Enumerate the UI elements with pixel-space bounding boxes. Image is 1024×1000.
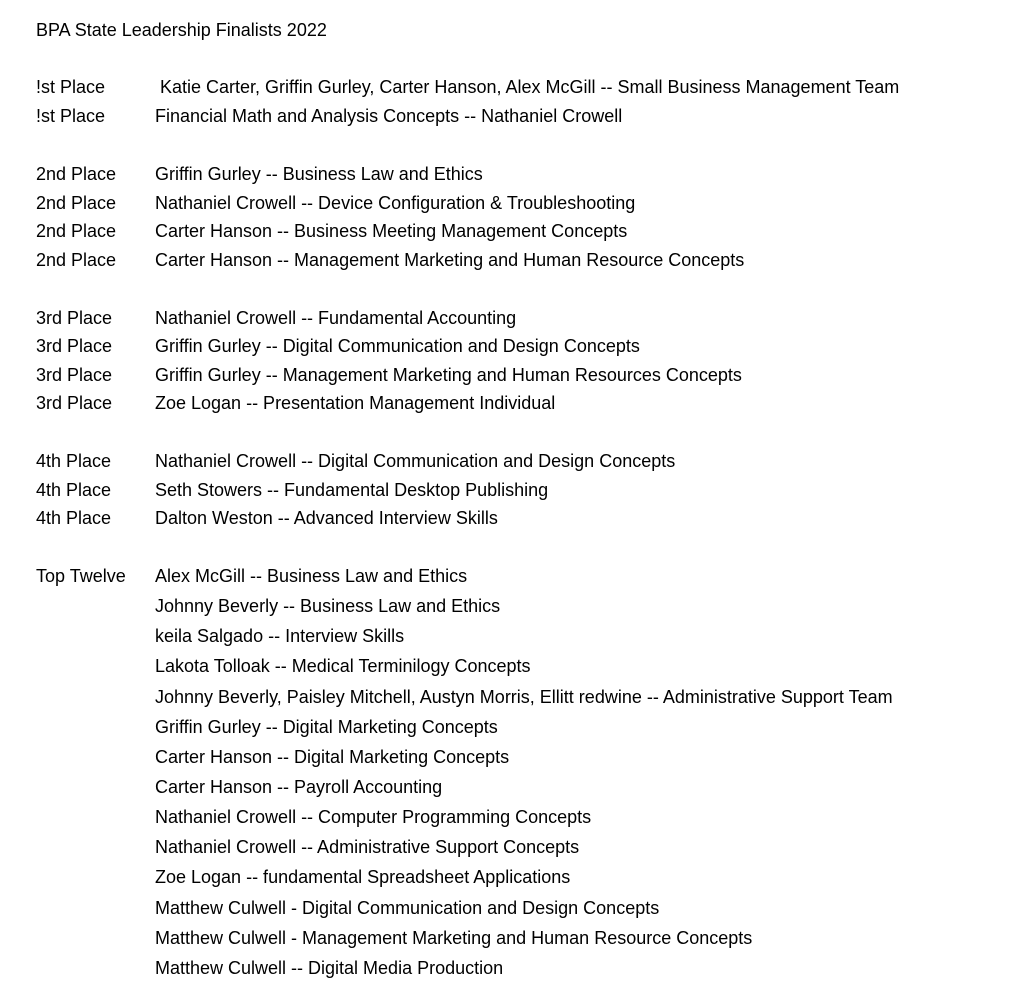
place-label: !st Place: [36, 106, 106, 126]
entry-text: Griffin Gurley -- Business Law and Ethics: [155, 164, 483, 184]
entry-text: Alex McGill -- Business Law and Ethics: [155, 566, 468, 586]
entry-text: Griffin Gurley -- Management Marketing and Human Resources Concepts: [155, 365, 742, 385]
entry-text: Zoe Logan -- Presentation Management Individual: [155, 393, 556, 413]
place-label: !st Place: [36, 77, 106, 97]
entry-text: Financial Math and Analysis Concepts -- Nathaniel Crowell: [155, 106, 623, 126]
entry-text: Matthew Culwell - Management Marketing and Human Resource Concepts: [155, 928, 753, 948]
entry-text: Nathaniel Crowell -- Computer Programming Concepts: [155, 807, 592, 827]
entry-text: Carter Hanson -- Payroll Accounting: [155, 777, 443, 797]
entry-text: Lakota Tolloak -- Medical Terminilogy Concepts: [155, 656, 531, 676]
entry-text: Johnny Beverly, Paisley Mitchell, Austyn Morris, Ellitt redwine -- Administrative Support Team: [155, 687, 893, 707]
entry-text: Carter Hanson -- Management Marketing and Human Resource Concepts: [155, 250, 745, 270]
entry-text: Nathaniel Crowell -- Digital Communication and Design Concepts: [155, 451, 676, 471]
entry-text: Zoe Logan -- fundamental Spreadsheet Applications: [155, 867, 571, 887]
place-label: 3rd Place: [36, 308, 113, 328]
entry-text: Johnny Beverly -- Business Law and Ethics: [155, 596, 501, 616]
entry-text: Carter Hanson -- Business Meeting Management Concepts: [155, 221, 628, 241]
place-label: 2nd Place: [36, 250, 117, 270]
entry-text: Griffin Gurley -- Digital Marketing Concepts: [155, 717, 498, 737]
place-label: Top Twelve: [36, 566, 126, 586]
place-label: 2nd Place: [36, 164, 117, 184]
place-label: 4th Place: [36, 508, 112, 528]
entry-text: Nathaniel Crowell -- Administrative Support Concepts: [155, 837, 580, 857]
place-label: 3rd Place: [36, 336, 113, 356]
document-title: BPA State Leadership Finalists 2022: [36, 20, 327, 40]
place-label: 4th Place: [36, 480, 112, 500]
entry-text: Matthew Culwell -- Digital Media Production: [155, 958, 504, 978]
place-label: 2nd Place: [36, 193, 117, 213]
entry-text: Matthew Culwell - Digital Communication and Design Concepts: [155, 898, 660, 918]
entry-text: Nathaniel Crowell -- Fundamental Accounting: [155, 308, 517, 328]
entry-text: Katie Carter, Griffin Gurley, Carter Hanson, Alex McGill -- Small Business Management Team: [160, 77, 900, 97]
entry-text: Seth Stowers -- Fundamental Desktop Publishing: [155, 480, 549, 500]
place-label: 3rd Place: [36, 393, 113, 413]
entry-text: keila Salgado -- Interview Skills: [155, 626, 405, 646]
entry-text: Griffin Gurley -- Digital Communication and Design Concepts: [155, 336, 640, 356]
place-label: 3rd Place: [36, 365, 113, 385]
place-label: 4th Place: [36, 451, 112, 471]
entry-text: Carter Hanson -- Digital Marketing Concepts: [155, 747, 510, 767]
place-label: 2nd Place: [36, 221, 117, 241]
entry-text: Dalton Weston -- Advanced Interview Skills: [155, 508, 498, 528]
entry-text: Nathaniel Crowell -- Device Configuration & Troubleshooting: [155, 193, 636, 213]
